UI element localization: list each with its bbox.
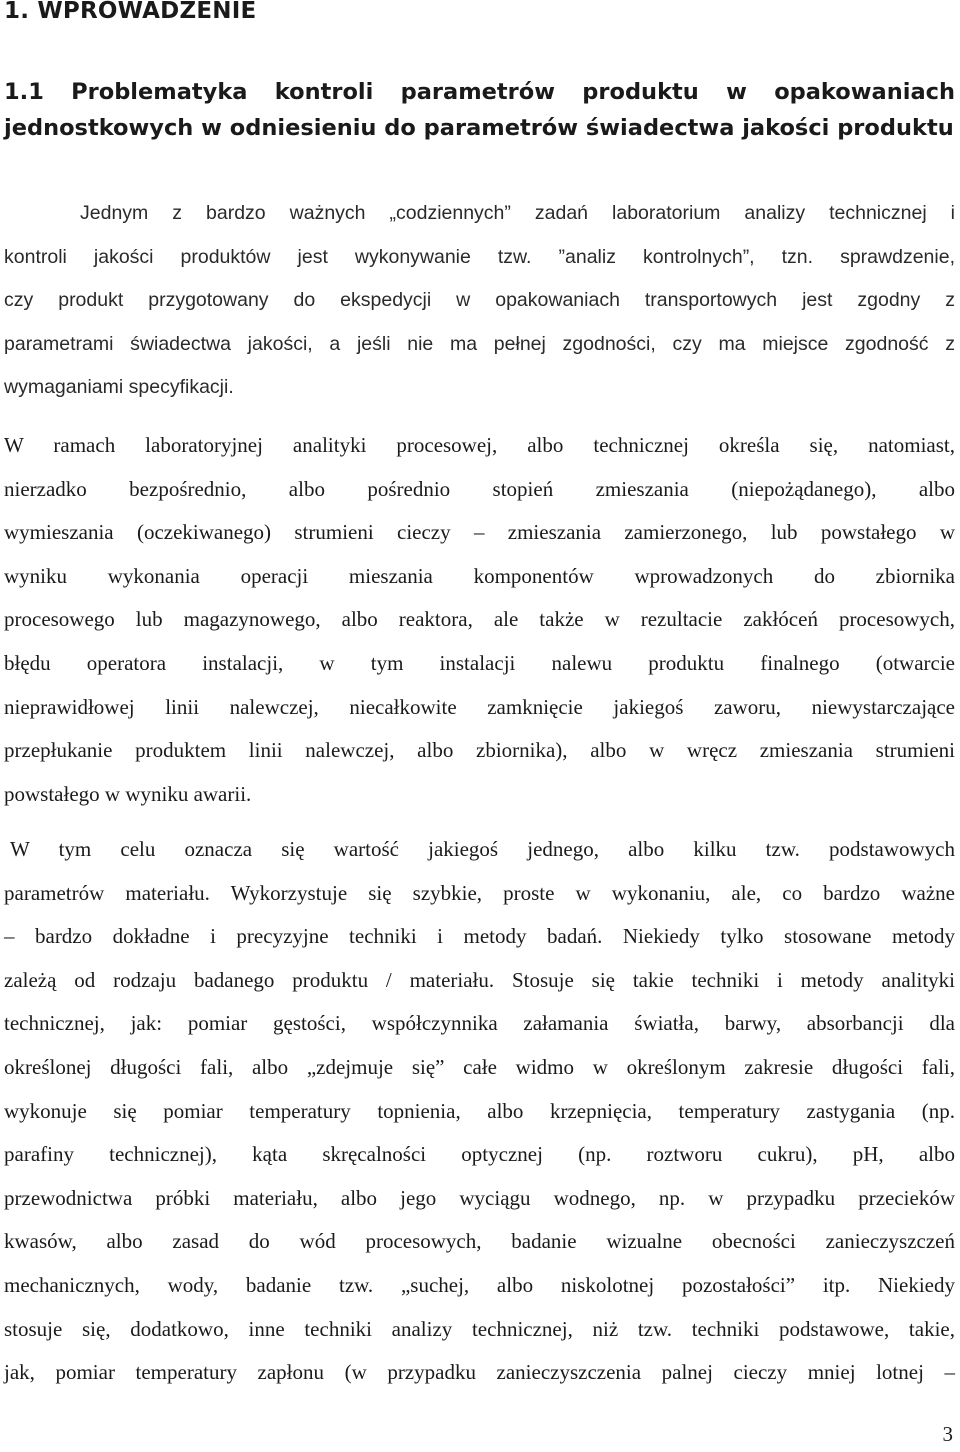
section-heading-line: jednostkowych w odniesieniu do parametrów świadectwa jakości produktu [4,115,954,141]
paragraph-line: błędu operatora instalacji, w tym instalacji nalewu produktu finalnego (otwarcie [4,650,955,675]
paragraph-line: mechanicznych, wody, badanie tzw. „suchej, albo niskolotnej pozostałości” itp. Niekiedy [4,1272,955,1297]
paragraph-line: procesowego lub magazynowego, albo reaktora, ale także w rezultacie zakłóceń procesowych, [4,607,955,632]
paragraph-line: czy produkt przygotowany do ekspedycji w opakowaniach transportowych jest zgodny z [4,289,955,312]
paragraph-line: jak, pomiar temperatury zapłonu (w przypadku zanieczyszczenia palnej cieczy mniej lotnej – [4,1360,955,1385]
paragraph-line: określonej długości fali, albo „zdejmuje się” całe widmo w określonym zakresie długości fali, [4,1054,955,1079]
paragraph-line: przepłukanie produktem linii nalewczej, albo zbiornika), albo w wręcz zmieszania strumieni [4,738,955,763]
paragraph-2 [4,424,955,816]
paragraph-1 [4,192,955,410]
paragraph-line: nieprawidłowej linii nalewczej, niecałkowite zamknięcie jakiegoś zaworu, niewystarczające [4,694,955,719]
paragraph-line: wyniku wykonania operacji mieszania komponentów wprowadzonych do zbiornika [4,563,955,588]
paragraph-line: – bardzo dokładne i precyzyjne techniki i metody badań. Niekiedy tylko stosowane metody [4,924,955,949]
paragraph-line: technicznej, jak: pomiar gęstości, współczynnika załamania światła, barwy, absorbancji dla [4,1011,955,1036]
section-heading [4,74,955,146]
paragraph-line: stosuje się, dodatkowo, inne techniki analizy technicznej, niż tzw. techniki podstawowe, takie, [4,1316,955,1341]
paragraph-line: parametrów materiału. Wykorzystuje się szybkie, proste w wykonaniu, ale, co bardzo ważne [4,880,955,905]
paragraph-line: zależą od rodzaju badanego produktu / materiału. Stosuje się takie techniki i metody analityki [4,967,955,992]
paragraph-line: W ramach laboratoryjnej analityki procesowej, albo technicznej określa się, natomiast, [4,433,955,457]
paragraph-line: parametrami świadectwa jakości, a jeśli nie ma pełnej zgodności, czy ma miejsce zgodność z [4,332,955,355]
paragraph-line: wymieszania (oczekiwanego) strumieni cieczy – zmieszania zamierzonego, lub powstałego w [4,520,955,545]
paragraph-line: W tym celu oznacza się wartość jakiegoś jednego, albo kilku tzw. podstawowych [10,837,955,861]
paragraph-line: Jednym z bardzo ważnych „codziennych” zadań laboratorium analizy technicznej i [80,202,955,224]
page-number: 3 [942,1422,953,1446]
paragraph-line: wykonuje się pomiar temperatury topnienia, albo krzepnięcia, temperatury zastygania (np. [4,1098,955,1123]
paragraph-line: kwasów, albo zasad do wód procesowych, badanie wizualne obecności zanieczyszczeń [4,1229,955,1254]
chapter-heading: 1. WPROWADZENIE [4,0,257,24]
paragraph-line: wymaganiami specyfikacji. [4,376,234,399]
paragraph-line: przewodnictwa próbki materiału, albo jego wyciągu wodnego, np. w przypadku przecieków [4,1185,955,1210]
paragraph-line: powstałego w wyniku awarii. [4,781,252,806]
paragraph-line: kontroli jakości produktów jest wykonywanie tzw. ”analiz kontrolnych”, tzn. sprawdzenie, [4,245,955,268]
paragraph-line: nierzadko bezpośrednio, albo pośrednio stopień zmieszania (niepożądanego), albo [4,476,955,501]
paragraph-3 [4,828,955,1395]
section-heading-line: 1.1 Problematyka kontroli parametrów produktu w opakowaniach [4,79,955,105]
paragraph-line: parafiny technicznej), kąta skręcalności optycznej (np. roztworu cukru), pH, albo [4,1142,955,1167]
